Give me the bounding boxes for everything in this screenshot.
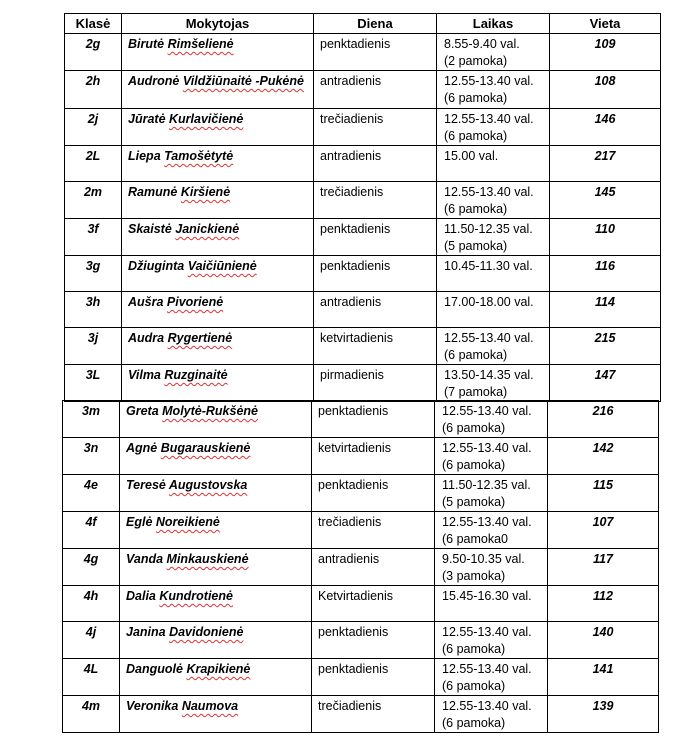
time-cell — [435, 696, 548, 733]
teacher-first-name: Veronika — [126, 699, 179, 713]
teacher-cell — [120, 475, 312, 512]
teacher-first-name: Jūratė — [128, 112, 166, 126]
time-range: 12.55-13.40 val. — [444, 331, 534, 345]
day-cell: trečiadienis — [312, 696, 435, 733]
time-cell — [437, 256, 550, 292]
teacher-last-name: Rimšelienė — [167, 37, 234, 51]
table-row — [63, 438, 659, 475]
day-cell: antradienis — [312, 549, 435, 586]
day-cell: trečiadienis — [314, 109, 437, 146]
lesson-number: (6 pamoka) — [442, 716, 506, 730]
room-cell: 141 — [548, 659, 659, 696]
day-cell: Ketvirtadienis — [312, 586, 435, 622]
header-mokytojas: Mokytojas — [122, 14, 314, 34]
teacher-last-name: Tamošėtytė — [164, 149, 234, 163]
teacher-cell — [122, 219, 314, 256]
class-cell: 3j — [65, 328, 122, 365]
room-cell: 112 — [548, 586, 659, 622]
table-row — [65, 292, 661, 328]
teacher-first-name: Teresė — [126, 478, 166, 492]
table-row — [63, 696, 659, 733]
time-cell — [437, 71, 550, 109]
teacher-cell — [122, 182, 314, 219]
time-range: 12.55-13.40 val. — [444, 112, 534, 126]
header-row — [65, 14, 661, 34]
class-cell: 2h — [65, 71, 122, 109]
class-cell: 3h — [65, 292, 122, 328]
room-cell: 146 — [550, 109, 661, 146]
teacher-last-name: Naumova — [181, 699, 239, 713]
time-cell — [437, 109, 550, 146]
class-cell: 4m — [63, 696, 120, 733]
table-row — [65, 365, 661, 402]
room-cell: 110 — [550, 219, 661, 256]
teacher-last-name: Kundrotienė — [159, 589, 233, 603]
day-cell: penktadienis — [312, 622, 435, 659]
room-cell: 142 — [548, 438, 659, 475]
table-row — [63, 586, 659, 622]
lesson-number: (6 pamoka) — [442, 679, 506, 693]
day-cell: penktadienis — [312, 401, 435, 438]
class-cell: 3n — [63, 438, 120, 475]
lesson-number: (7 pamoka) — [444, 385, 508, 399]
teacher-first-name: Liepa — [128, 149, 161, 163]
lesson-number: (6 pamoka) — [442, 642, 506, 656]
lesson-number: (6 pamoka0 — [442, 532, 509, 546]
time-cell — [437, 182, 550, 219]
class-cell: 3f — [65, 219, 122, 256]
room-cell: 115 — [548, 475, 659, 512]
time-range: 12.55-13.40 val. — [444, 185, 534, 199]
time-cell — [435, 475, 548, 512]
teacher-cell — [122, 328, 314, 365]
teacher-first-name: Audra — [128, 331, 165, 345]
room-cell: 140 — [548, 622, 659, 659]
class-cell: 4h — [63, 586, 120, 622]
class-cell: 2m — [65, 182, 122, 219]
teacher-cell — [120, 622, 312, 659]
day-cell: pirmadienis — [314, 365, 437, 402]
room-cell: 108 — [550, 71, 661, 109]
teacher-last-name: Kurlavičienė — [169, 112, 244, 126]
teacher-last-name: Vildžiūnaitė -Pukėnė — [182, 74, 304, 88]
table-row — [63, 512, 659, 549]
time-range: 17.00-18.00 val. — [444, 295, 534, 309]
room-cell: 107 — [548, 512, 659, 549]
lesson-number: (3 pamoka) — [442, 569, 506, 583]
day-cell: antradienis — [314, 292, 437, 328]
time-range: 15.00 val. — [444, 149, 499, 163]
time-cell — [437, 146, 550, 182]
teacher-first-name: Janina — [126, 625, 170, 639]
teacher-first-name: Vanda — [126, 552, 164, 566]
teacher-last-name: Augustovska — [168, 478, 248, 492]
day-cell: penktadienis — [314, 34, 437, 71]
teacher-cell — [122, 71, 314, 109]
table-row — [63, 659, 659, 696]
header-klase: Klasė — [65, 14, 122, 34]
table-row — [63, 475, 659, 512]
teacher-first-name: Birutė — [128, 37, 165, 51]
teacher-first-name: Dalia — [126, 589, 160, 603]
teacher-last-name: Kiršienė — [180, 185, 231, 199]
table-row — [65, 219, 661, 256]
time-range: 12.55-13.40 val. — [442, 662, 532, 676]
class-cell: 4L — [63, 659, 120, 696]
time-cell — [437, 292, 550, 328]
table-row — [65, 71, 661, 109]
room-cell: 147 — [550, 365, 661, 402]
class-cell: 2L — [65, 146, 122, 182]
time-range: 9.50-10.35 val. — [442, 552, 525, 566]
teacher-first-name: Džiuginta — [128, 259, 188, 273]
room-cell: 109 — [550, 34, 661, 71]
day-cell: trečiadienis — [314, 182, 437, 219]
teacher-cell — [120, 659, 312, 696]
time-cell — [435, 549, 548, 586]
teacher-cell — [120, 696, 312, 733]
teacher-cell — [122, 146, 314, 182]
time-range: 8.55-9.40 val. — [444, 37, 520, 51]
time-cell — [435, 586, 548, 622]
time-cell — [435, 438, 548, 475]
teacher-last-name: Davidonienė — [169, 625, 244, 639]
day-cell: ketvirtadienis — [312, 438, 435, 475]
teacher-first-name: Ramunė — [128, 185, 178, 199]
room-cell: 114 — [550, 292, 661, 328]
room-cell: 217 — [550, 146, 661, 182]
day-cell: penktadienis — [314, 256, 437, 292]
teacher-last-name: Krapikienė — [186, 662, 251, 676]
table-row — [65, 109, 661, 146]
time-range: 12.55-13.40 val. — [442, 625, 532, 639]
room-cell: 215 — [550, 328, 661, 365]
day-cell: antradienis — [314, 71, 437, 109]
teacher-first-name: Greta — [126, 404, 159, 418]
header-laikas: Laikas — [437, 14, 550, 34]
class-cell: 4j — [63, 622, 120, 659]
class-cell: 4f — [63, 512, 120, 549]
table-row — [63, 622, 659, 659]
time-range: 12.55-13.40 val. — [442, 515, 532, 529]
day-cell: penktadienis — [312, 659, 435, 696]
room-cell: 216 — [548, 401, 659, 438]
teacher-cell — [122, 256, 314, 292]
time-cell — [437, 328, 550, 365]
time-range: 12.55-13.40 val. — [442, 441, 532, 455]
header-diena: Diena — [314, 14, 437, 34]
teacher-first-name: Audronė — [128, 74, 180, 88]
class-cell: 3L — [65, 365, 122, 402]
day-cell: ketvirtadienis — [314, 328, 437, 365]
teacher-last-name: Noreikienė — [155, 515, 220, 529]
lesson-number: (6 pamoka) — [444, 202, 508, 216]
table-row — [65, 256, 661, 292]
teacher-last-name: Janickienė — [175, 222, 240, 236]
lesson-number: (6 pamoka) — [444, 348, 508, 362]
schedule-body-top — [65, 34, 661, 402]
teacher-first-name: Aušra — [128, 295, 167, 309]
schedule-body-bottom — [63, 401, 659, 733]
teacher-last-name: Bugarauskienė — [160, 441, 251, 455]
class-cell: 3m — [63, 401, 120, 438]
time-range: 11.50-12.35 val. — [444, 222, 533, 236]
time-range: 13.50-14.35 val. — [444, 368, 534, 382]
time-range: 10.45-11.30 val. — [444, 259, 533, 273]
teacher-last-name: Rygertienė — [167, 331, 233, 345]
class-cell: 2g — [65, 34, 122, 71]
lesson-number: (6 pamoka) — [444, 91, 508, 105]
time-cell — [435, 401, 548, 438]
table-row — [65, 34, 661, 71]
time-range: 12.55-13.40 val. — [442, 404, 532, 418]
table-row — [65, 146, 661, 182]
teacher-first-name: Skaistė — [128, 222, 176, 236]
teacher-last-name: Pivorienė — [166, 295, 224, 309]
time-cell — [435, 659, 548, 696]
room-cell: 116 — [550, 256, 661, 292]
lesson-number: (5 pamoka) — [444, 239, 508, 253]
teacher-cell — [120, 438, 312, 475]
teacher-cell — [122, 365, 314, 402]
table-row — [63, 401, 659, 438]
time-cell — [435, 512, 548, 549]
day-cell: trečiadienis — [312, 512, 435, 549]
class-cell: 2j — [65, 109, 122, 146]
teacher-cell — [120, 512, 312, 549]
time-range: 12.55-13.40 val. — [442, 699, 532, 713]
teacher-cell — [122, 109, 314, 146]
day-cell: penktadienis — [314, 219, 437, 256]
table-row — [63, 549, 659, 586]
time-cell — [435, 622, 548, 659]
teacher-last-name: Ruzginaitė — [164, 368, 228, 382]
time-range: 15.45-16.30 val. — [442, 589, 532, 603]
teacher-cell — [120, 549, 312, 586]
time-range: 11.50-12.35 val. — [442, 478, 531, 492]
room-cell: 139 — [548, 696, 659, 733]
lesson-number: (5 pamoka) — [442, 495, 506, 509]
teacher-cell — [120, 586, 312, 622]
teacher-last-name: Vaičiūnienė — [187, 259, 257, 273]
time-cell — [437, 219, 550, 256]
teacher-last-name: Molytė-Rukšėnė — [162, 404, 258, 418]
room-cell: 145 — [550, 182, 661, 219]
teacher-first-name: Danguolė — [126, 662, 183, 676]
class-cell: 4e — [63, 475, 120, 512]
class-cell: 3g — [65, 256, 122, 292]
time-cell — [437, 34, 550, 71]
teacher-cell — [120, 401, 312, 438]
lesson-number: (6 pamoka) — [444, 129, 508, 143]
teacher-last-name: Minkauskienė — [166, 552, 249, 566]
time-range: 12.55-13.40 val. — [444, 74, 534, 88]
room-cell: 117 — [548, 549, 659, 586]
schedule-table-top — [64, 13, 661, 402]
time-cell — [437, 365, 550, 402]
teacher-cell — [122, 292, 314, 328]
day-cell: antradienis — [314, 146, 437, 182]
teacher-cell — [122, 34, 314, 71]
teacher-first-name: Agnė — [126, 441, 158, 455]
table-row — [65, 182, 661, 219]
schedule-table-bottom — [62, 400, 659, 733]
lesson-number: (6 pamoka) — [442, 421, 506, 435]
lesson-number: (2 pamoka) — [444, 54, 508, 68]
table-row — [65, 328, 661, 365]
lesson-number: (6 pamoka) — [442, 458, 506, 472]
class-cell: 4g — [63, 549, 120, 586]
teacher-first-name: Eglė — [126, 515, 153, 529]
teacher-first-name: Vilma — [128, 368, 161, 382]
header-vieta: Vieta — [550, 14, 661, 34]
day-cell: penktadienis — [312, 475, 435, 512]
